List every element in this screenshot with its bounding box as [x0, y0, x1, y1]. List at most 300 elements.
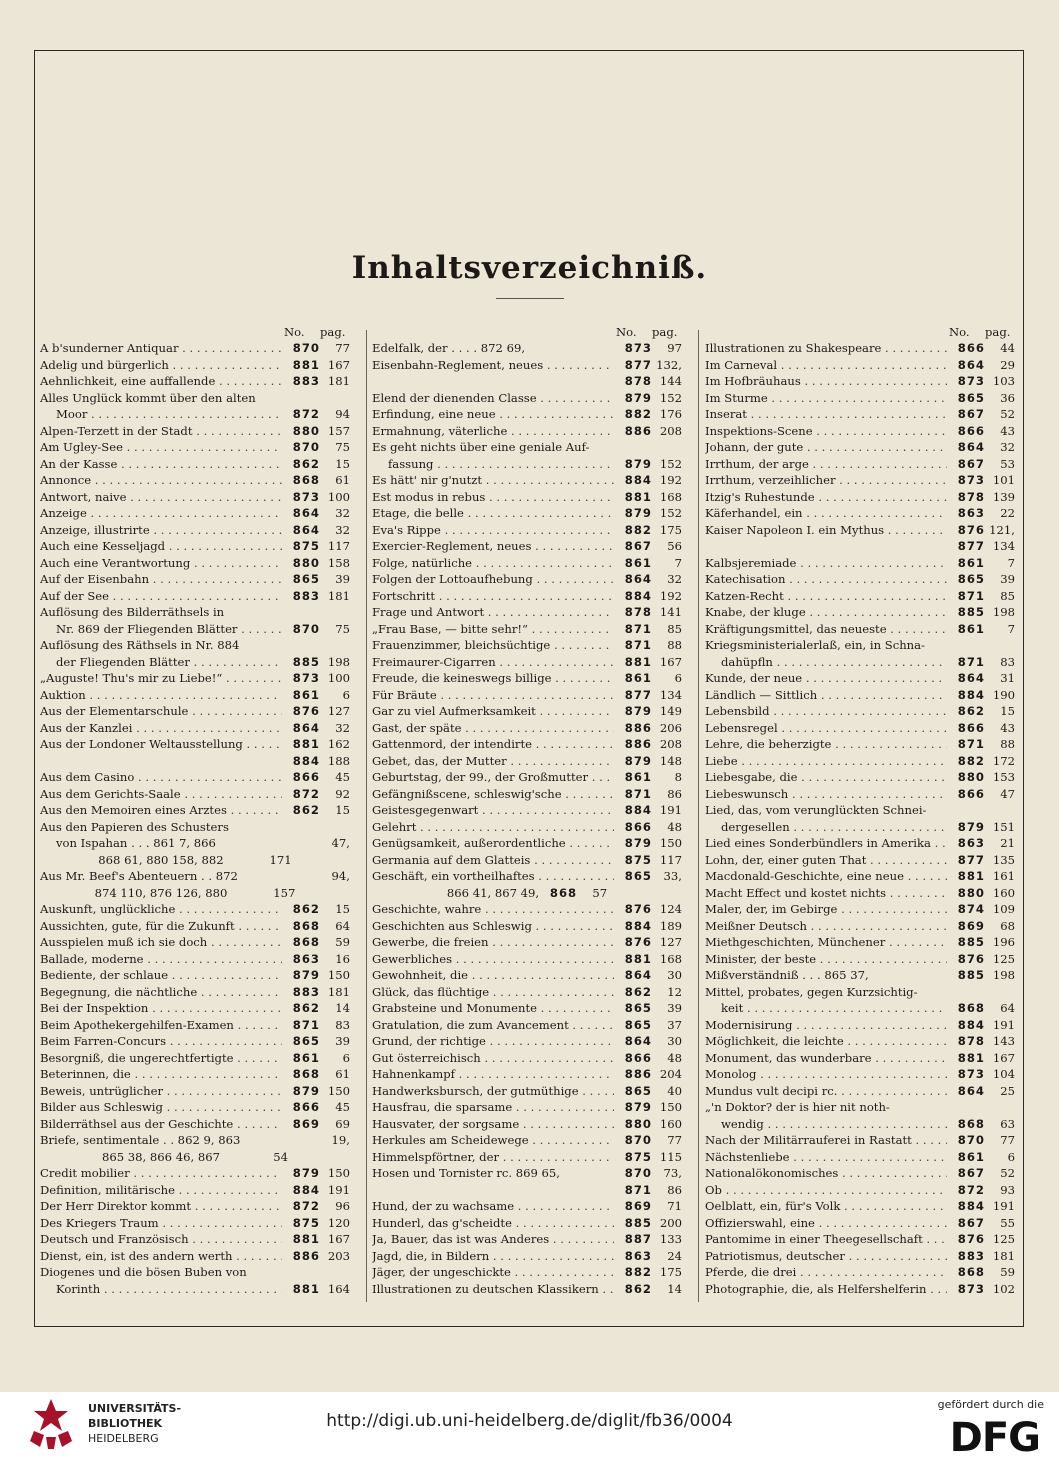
entry-page: 206	[659, 720, 682, 735]
index-entry	[40, 835, 350, 852]
index-entry	[705, 538, 1015, 555]
index-entry	[372, 1281, 682, 1298]
entry-page: 6	[674, 671, 682, 685]
index-entry	[40, 786, 350, 803]
entry-number: 864	[292, 720, 320, 735]
entry-title: Offizierswahl, eine . . .	[705, 1215, 947, 1232]
entry-number: 862	[624, 1281, 652, 1296]
entry-page: 39	[335, 1034, 350, 1048]
index-entry	[372, 1000, 682, 1017]
entry-title: Exercier-Reglement, neues . . .	[372, 538, 614, 555]
index-entry	[372, 637, 682, 654]
index-entry	[705, 786, 1015, 803]
index-entry	[40, 1050, 350, 1067]
entry-title: wendig . . .	[705, 1116, 947, 1133]
entry-number: 886	[624, 423, 652, 438]
entry-number: 877	[624, 687, 652, 702]
dfg-logo[interactable]	[936, 1413, 1044, 1455]
entry-number: 879	[624, 390, 652, 405]
entry-page: 7	[1007, 555, 1015, 570]
index-entry	[40, 918, 350, 935]
entry-number: 879	[292, 968, 320, 982]
entry-page: 134	[659, 687, 682, 702]
index-entry	[40, 555, 350, 572]
index-entry	[40, 967, 350, 984]
index-entry	[705, 951, 1015, 968]
entry-number: 869	[292, 1116, 320, 1131]
entry-title: Geschichten aus Schleswig . . .	[372, 918, 614, 935]
index-entry	[40, 1231, 350, 1248]
index-entry	[372, 1033, 682, 1050]
entry-title: Alpen-Terzett in der Stadt . . .	[40, 423, 282, 440]
entry-page: 160	[659, 1116, 682, 1131]
entry-page: 45	[335, 1100, 350, 1114]
entry-page: 54	[273, 1149, 288, 1164]
entry-number: 865	[292, 572, 320, 586]
entry-title: Irrthum, verzeihlicher . . .	[705, 472, 947, 489]
entry-title: Kriegsministerialerlaß, ein, in Schna-	[705, 638, 925, 652]
entry-page: 15	[335, 456, 350, 471]
index-entry	[40, 885, 350, 902]
index-entry	[705, 967, 1015, 984]
index-entry	[705, 340, 1015, 357]
entry-page: 109	[992, 902, 1015, 916]
entry-title: Kaiser Napoleon I. ein Mythus . . .	[705, 522, 947, 539]
entry-page: 43	[1000, 720, 1015, 735]
entry-title: Geschäft, ein vortheilhaftes . . .	[372, 868, 614, 885]
entry-page: 102	[992, 1281, 1015, 1296]
index-entry	[40, 654, 350, 671]
index-entry	[372, 1215, 682, 1232]
entry-title: Auch eine Verantwortung . . .	[40, 555, 282, 572]
entry-number: 881	[624, 654, 652, 669]
entry-number: 864	[624, 572, 652, 586]
index-entry	[705, 505, 1015, 522]
entry-number: 881	[292, 357, 320, 372]
entry-title: Nächstenliebe . . .	[705, 1149, 947, 1166]
index-entry	[372, 555, 682, 572]
entry-page: 161	[992, 869, 1015, 883]
entry-number: 878	[957, 489, 985, 504]
entry-number: 877	[957, 539, 985, 553]
entry-page: 94	[335, 407, 350, 421]
index-entry	[372, 967, 682, 984]
entry-page: 61	[335, 1067, 350, 1081]
index-entry	[40, 522, 350, 539]
entry-title: Auch eine Kesseljagd . . .	[40, 538, 282, 555]
entry-title: Alles Unglück kommt über den alten	[40, 390, 256, 405]
entry-page: 69	[335, 1116, 350, 1131]
index-entry	[705, 571, 1015, 588]
entry-title: Geburtstag, der 99., der Großmutter . . .	[372, 769, 614, 786]
entry-number: 865	[957, 390, 985, 405]
index-entry	[705, 1033, 1015, 1050]
library-line: UNIVERSITÄTS-	[88, 1402, 182, 1415]
entry-number: 879	[292, 1083, 320, 1098]
entry-page: 16	[335, 951, 350, 966]
entry-title: Für Bräute . . .	[372, 687, 614, 704]
entry-page: 143	[992, 1034, 1015, 1048]
entry-number: 873	[292, 671, 320, 685]
entry-title: Katechisation . . .	[705, 571, 947, 588]
entry-page: 7	[1007, 621, 1015, 636]
index-entry	[705, 934, 1015, 951]
entry-title: Aussichten, gute, für die Zukunft . . .	[40, 918, 282, 935]
entry-page: 48	[667, 1050, 682, 1065]
index-entry	[705, 769, 1015, 786]
entry-title: A b'sunderner Antiquar . . .	[40, 340, 282, 357]
index-entry	[40, 753, 350, 770]
entry-number: 882	[624, 1265, 652, 1279]
index-entry	[40, 868, 350, 885]
entry-number: 879	[624, 456, 652, 471]
index-entry	[372, 1165, 682, 1182]
entry-page: 149	[659, 704, 682, 718]
entry-page: 32	[1000, 440, 1015, 454]
entry-number: 864	[292, 506, 320, 520]
index-entry	[372, 571, 682, 588]
entry-number: 877	[957, 852, 985, 867]
entry-number: 883	[292, 588, 320, 603]
entry-number: 873	[957, 1281, 985, 1296]
entry-title: Herkules am Scheidewege . . .	[372, 1132, 614, 1149]
entry-number: 867	[957, 1166, 985, 1180]
entry-title: Liebe . . .	[705, 753, 947, 770]
entry-title: Himmelspförtner, der . . .	[372, 1149, 614, 1166]
entry-number: 861	[957, 555, 985, 570]
index-entry	[372, 340, 682, 357]
entry-title: Macht Effect und kostet nichts . . .	[705, 885, 947, 902]
entry-number: 880	[957, 885, 985, 900]
entry-page: 63	[1000, 1116, 1015, 1131]
entry-title: Genügsamkeit, außerordentliche . . .	[372, 835, 614, 852]
index-entry	[705, 637, 1015, 654]
entry-number: 884	[957, 1017, 985, 1032]
entry-title: Deutsch und Französisch . . .	[40, 1231, 282, 1248]
entry-page: 77	[335, 341, 350, 355]
entry-number: 875	[624, 1149, 652, 1164]
index-entry	[372, 1116, 682, 1133]
index-entry	[372, 1083, 682, 1100]
entry-title: Lied, das, vom verunglückten Schnei-	[705, 803, 927, 817]
entry-page: 101	[992, 473, 1015, 487]
entry-title: Maler, der, im Gebirge . . .	[705, 901, 947, 918]
entry-title: Hausfrau, die sparsame . . .	[372, 1099, 614, 1116]
entry-number: 881	[957, 1050, 985, 1065]
entry-title: Kunde, der neue . . .	[705, 670, 947, 687]
index-entry	[705, 1231, 1015, 1248]
entry-number: 870	[292, 621, 320, 636]
index-entry	[40, 588, 350, 605]
index-entry	[372, 901, 682, 918]
entry-number: 871	[957, 737, 985, 751]
entry-page: 8	[674, 770, 682, 784]
entry-page: 181	[327, 588, 350, 603]
index-entry	[372, 687, 682, 704]
entry-title: Lehre, die beherzigte . . .	[705, 736, 947, 753]
entry-page: 7	[674, 555, 682, 570]
index-entry	[372, 1149, 682, 1166]
entry-title: Aus der Londoner Weltausstellung . . .	[40, 736, 282, 753]
entry-title: Hund, der zu wachsame . . .	[372, 1198, 614, 1215]
entry-title: Elend der dienenden Classe . . .	[372, 390, 614, 407]
entry-title: Auflösung des Bilderräthsels in	[40, 605, 225, 619]
entry-page: 47	[1000, 786, 1015, 801]
index-entry	[705, 753, 1015, 770]
entry-page: 139	[992, 489, 1015, 504]
entry-page: 168	[659, 489, 682, 504]
entry-title: Definition, militärische . . .	[40, 1182, 282, 1199]
entry-title: Anzeige . . .	[40, 505, 282, 522]
entry-title: Kalbsjeremiade . . .	[705, 555, 947, 572]
entry-page: 181	[992, 1248, 1015, 1263]
entry-page: 117	[327, 539, 350, 553]
entry-page: 198	[327, 654, 350, 669]
entry-number: 866	[292, 770, 320, 784]
entry-title: Gar zu viel Aufmerksamkeit . . .	[372, 703, 614, 720]
entry-number: 866	[957, 423, 985, 438]
entry-title: Ja, Bauer, das ist was Anderes . . .	[372, 1231, 614, 1248]
entry-title: Nach der Militärrauferei in Rastatt . . .	[705, 1132, 947, 1149]
entry-title: Auf der See . . .	[40, 588, 282, 605]
entry-number: 862	[292, 803, 320, 817]
index-column-3	[705, 325, 1015, 1297]
entry-page: 175	[659, 522, 682, 537]
entry-page: 30	[667, 968, 682, 982]
entry-number: 864	[957, 1083, 985, 1098]
index-entry	[705, 1000, 1015, 1017]
index-entry	[372, 654, 682, 671]
index-entry	[372, 885, 682, 902]
entry-number: 878	[624, 605, 652, 619]
entry-page: 68	[1000, 918, 1015, 933]
entry-number: 877	[624, 357, 652, 372]
entry-page: 77	[1000, 1133, 1015, 1147]
entry-title: Besorgniß, die ungerechtfertigte . . .	[40, 1050, 282, 1067]
index-entry	[705, 1281, 1015, 1298]
entry-title: Eva's Rippe . . .	[372, 522, 614, 539]
index-entry	[705, 687, 1015, 704]
index-entry	[372, 538, 682, 555]
entry-page: 14	[335, 1001, 350, 1015]
entry-title: Pantomime in einer Theegesellschaft . . .	[705, 1231, 947, 1248]
index-entry	[40, 340, 350, 357]
index-entry	[40, 390, 350, 407]
entry-number: 882	[624, 522, 652, 537]
entry-page: 96	[335, 1199, 350, 1213]
entry-number: 872	[957, 1182, 985, 1197]
dfg-logo-text: DFG	[949, 1415, 1040, 1455]
entry-number: 879	[624, 1100, 652, 1114]
entry-title: Folge, natürliche . . .	[372, 555, 614, 572]
index-entry	[705, 1182, 1015, 1199]
entry-title: Im Sturme . . .	[705, 390, 947, 407]
entry-page: 15	[335, 902, 350, 916]
entry-page: 191	[659, 803, 682, 817]
index-entry	[40, 1083, 350, 1100]
entry-number: 868	[957, 1001, 985, 1015]
index-entry	[705, 984, 1015, 1001]
entry-title: Liebesgabe, die . . .	[705, 769, 947, 786]
entry-page: 100	[327, 489, 350, 504]
entry-page: 75	[335, 621, 350, 636]
entry-page: 83	[1000, 654, 1015, 669]
index-entry	[40, 934, 350, 951]
entry-page: 151	[992, 819, 1015, 834]
entry-page: 172	[992, 753, 1015, 768]
entry-page: 167	[327, 357, 350, 372]
entry-page: 12	[667, 984, 682, 999]
column-header	[705, 325, 1015, 339]
entry-number: 884	[292, 753, 320, 768]
entry-page: 55	[1000, 1215, 1015, 1230]
index-entry	[372, 703, 682, 720]
entry-page: 190	[992, 687, 1015, 702]
entry-page: 61	[335, 473, 350, 487]
entry-title: Grabsteine und Monumente . . .	[372, 1000, 614, 1017]
entry-page: 189	[659, 918, 682, 933]
entry-number: 879	[624, 506, 652, 520]
entry-title: Beweis, untrüglicher . . .	[40, 1083, 282, 1100]
index-entry	[705, 390, 1015, 407]
entry-title: Meißner Deutsch . . .	[705, 918, 947, 935]
entry-number: 881	[292, 1281, 320, 1296]
entry-page: 188	[327, 753, 350, 768]
index-entry	[705, 703, 1015, 720]
index-entry	[705, 373, 1015, 390]
no-header: No.	[949, 325, 970, 339]
entry-page: 125	[992, 1232, 1015, 1246]
column-header	[40, 325, 350, 339]
entry-number: 861	[624, 555, 652, 570]
entry-page: 52	[1000, 407, 1015, 421]
entry-page: 29	[1000, 357, 1015, 372]
entry-number: 881	[292, 737, 320, 751]
entry-page: 30	[667, 1034, 682, 1048]
index-entry	[705, 819, 1015, 836]
entry-page: 134	[992, 539, 1015, 553]
index-entry	[40, 538, 350, 555]
entry-page: 40	[667, 1083, 682, 1098]
entry-title: Minister, der beste . . .	[705, 951, 947, 968]
entry-page: 93	[1000, 1182, 1015, 1197]
index-entry	[372, 852, 682, 869]
index-entry	[372, 1264, 682, 1281]
entry-number: 873	[624, 341, 652, 355]
entry-number: 885	[624, 1215, 652, 1230]
entry-title: „'n Doktor? der is hier nit noth-	[705, 1100, 890, 1114]
entry-title: Gewohnheit, die . . .	[372, 967, 614, 984]
index-entry	[372, 423, 682, 440]
entry-number: 886	[624, 1067, 652, 1081]
entry-page: 164	[327, 1281, 350, 1296]
entry-number: 863	[292, 951, 320, 966]
entry-title: Ob . . .	[705, 1182, 947, 1199]
entry-number: 874	[957, 902, 985, 916]
index-entry	[40, 1182, 350, 1199]
entry-page: 208	[659, 423, 682, 438]
index-entry	[40, 1017, 350, 1034]
index-entry	[372, 670, 682, 687]
entry-title: Am Ugley-See . . .	[40, 439, 282, 456]
index-entry	[705, 522, 1015, 539]
sponsor-text: gefördert durch die	[937, 1398, 1044, 1411]
entry-number: 866	[624, 819, 652, 834]
entry-page: 57	[592, 885, 608, 900]
index-entry	[40, 621, 350, 638]
index-entry	[372, 621, 682, 638]
entry-title: Inspektions-Scene . . .	[705, 423, 947, 440]
entry-title: Nationalökonomisches . . .	[705, 1165, 947, 1182]
entry-number: 866	[957, 341, 985, 355]
entry-title: Hunderl, das g'scheidte . . .	[372, 1215, 614, 1232]
entry-page: 167	[659, 654, 682, 669]
entry-page: 6	[342, 1050, 350, 1065]
entry-page: 150	[327, 1166, 350, 1180]
entry-number: 871	[624, 621, 652, 636]
entry-number: 879	[624, 704, 652, 718]
pag-header: pag.	[652, 325, 678, 339]
entry-title: Beim Apothekergehilfen-Examen . . .	[40, 1017, 282, 1034]
entry-number: 870	[624, 1166, 652, 1180]
index-entry	[40, 1066, 350, 1083]
index-entry	[705, 1165, 1015, 1182]
entry-page: 103	[992, 374, 1015, 388]
entry-number: 885	[957, 605, 985, 619]
entry-number: 864	[957, 671, 985, 685]
entry-page: 83	[335, 1017, 350, 1032]
entry-number: 867	[957, 407, 985, 421]
index-entry	[372, 819, 682, 836]
entry-page: 171	[269, 852, 292, 867]
index-entry	[372, 489, 682, 506]
entry-title: Liebeswunsch . . .	[705, 786, 947, 803]
entry-number: 876	[957, 522, 985, 537]
index-entry	[40, 1132, 350, 1149]
entry-number: 864	[292, 522, 320, 537]
index-entry	[40, 819, 350, 836]
entry-number: 876	[624, 935, 652, 949]
source-url-link[interactable]: http://digi.ub.uni-heidelberg.de/diglit/fb36/0004	[326, 1411, 733, 1431]
entry-page: 85	[1000, 588, 1015, 603]
entry-page: 15	[1000, 704, 1015, 718]
entry-page: 104	[992, 1067, 1015, 1081]
entry-title: Oelblatt, ein, für's Volk . . .	[705, 1198, 947, 1215]
entry-title: Freude, die keineswegs billige . . .	[372, 670, 614, 687]
entry-page: 198	[992, 968, 1015, 982]
index-entry	[40, 1281, 350, 1298]
index-entry	[372, 769, 682, 786]
index-entry	[40, 1149, 350, 1166]
entry-title: Moor . . .	[40, 406, 282, 423]
entry-number: 868	[292, 918, 320, 933]
index-entry	[705, 868, 1015, 885]
entry-title: Modernisirung . . .	[705, 1017, 947, 1034]
index-entry	[705, 885, 1015, 902]
index-entry	[372, 472, 682, 489]
entry-title: 874 110, 876 126, 880	[94, 885, 228, 900]
entry-title: Käferhandel, ein . . .	[705, 505, 947, 522]
entry-number: 872	[292, 1199, 320, 1213]
entry-page: 59	[335, 935, 350, 949]
index-entry	[372, 1017, 682, 1034]
entry-page: 6	[342, 687, 350, 702]
entry-page: 22	[1000, 506, 1015, 520]
index-entry	[705, 1215, 1015, 1232]
entry-page: 32	[335, 720, 350, 735]
entry-number: 867	[957, 456, 985, 471]
index-entry	[372, 736, 682, 753]
